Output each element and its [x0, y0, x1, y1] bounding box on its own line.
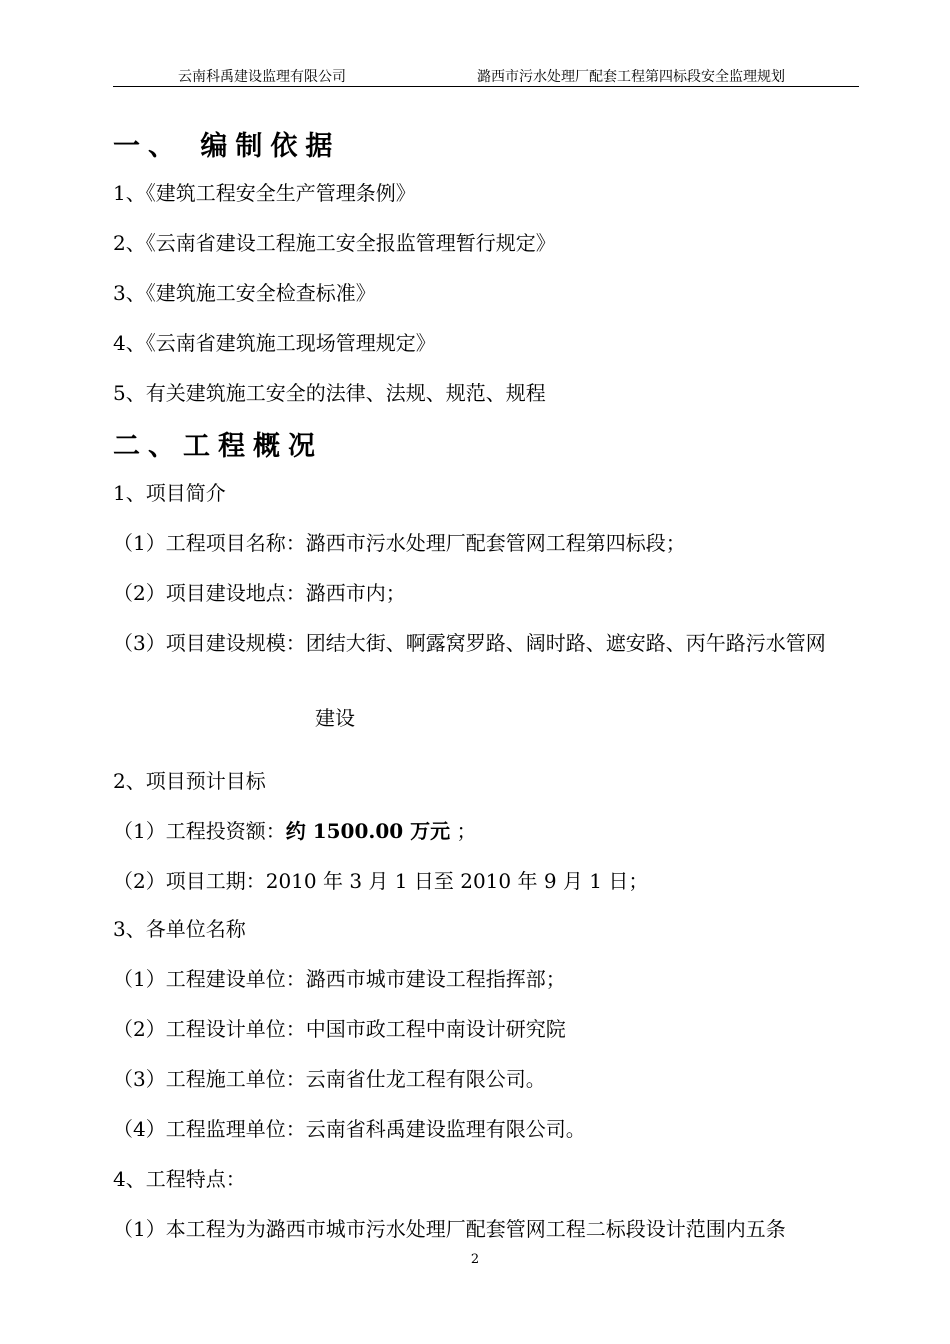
section-heading-basis: 一、 编制依据 [113, 131, 341, 162]
page-number: 2 [470, 1252, 480, 1267]
unit-contractor: （3）工程施工单位：云南省仕龙工程有限公司。 [113, 1067, 546, 1091]
basis-item-5: 5、有关建筑施工安全的法律、法规、规范、规程 [113, 381, 546, 405]
section-heading-overview: 二、工程概况 [113, 431, 323, 462]
project-schedule: （2）项目工期：2010 年 3 月 1 日至 2010 年 9 月 1 日； [113, 869, 649, 893]
features-heading: 4、工程特点： [113, 1167, 246, 1191]
investment-suffix: ； [450, 819, 477, 843]
units-heading: 3、各单位名称 [113, 917, 246, 941]
header-divider [113, 86, 859, 87]
basis-item-4: 4、《云南省建筑施工现场管理规定》 [113, 331, 436, 355]
basis-item-1: 1、《建筑工程安全生产管理条例》 [113, 181, 416, 205]
header-company: 云南科禹建设监理有限公司 [178, 69, 346, 85]
feature-item-1: （1）本工程为为潞西市城市污水处理厂配套管网工程二标段设计范围内五条 [113, 1217, 786, 1241]
basis-item-3: 3、《建筑施工安全检查标准》 [113, 281, 376, 305]
investment-label: （1）工程投资额： [113, 819, 286, 843]
basis-item-2: 2、《云南省建设工程施工安全报监管理暂行规定》 [113, 231, 556, 255]
header-doc-title: 潞西市污水处理厂配套工程第四标段安全监理规划 [477, 69, 785, 85]
unit-supervisor: （4）工程监理单位：云南省科禹建设监理有限公司。 [113, 1117, 586, 1141]
project-scale: （3）项目建设规模：团结大街、啊露窝罗路、阔时路、遮安路、丙午路污水管网 [113, 631, 826, 655]
project-target-heading: 2、项目预计目标 [113, 769, 266, 793]
project-location: （2）项目建设地点：潞西市内； [113, 581, 406, 605]
project-name: （1）工程项目名称：潞西市污水处理厂配套管网工程第四标段； [113, 531, 686, 555]
unit-designer: （2）工程设计单位：中国市政工程中南设计研究院 [113, 1017, 566, 1041]
project-investment [113, 815, 476, 844]
unit-owner: （1）工程建设单位：潞西市城市建设工程指挥部； [113, 967, 566, 991]
project-intro-heading: 1、项目简介 [113, 481, 226, 505]
investment-value: 约 1500.00 万元 [285, 819, 451, 843]
project-scale-continuation: 建设 [315, 706, 355, 730]
